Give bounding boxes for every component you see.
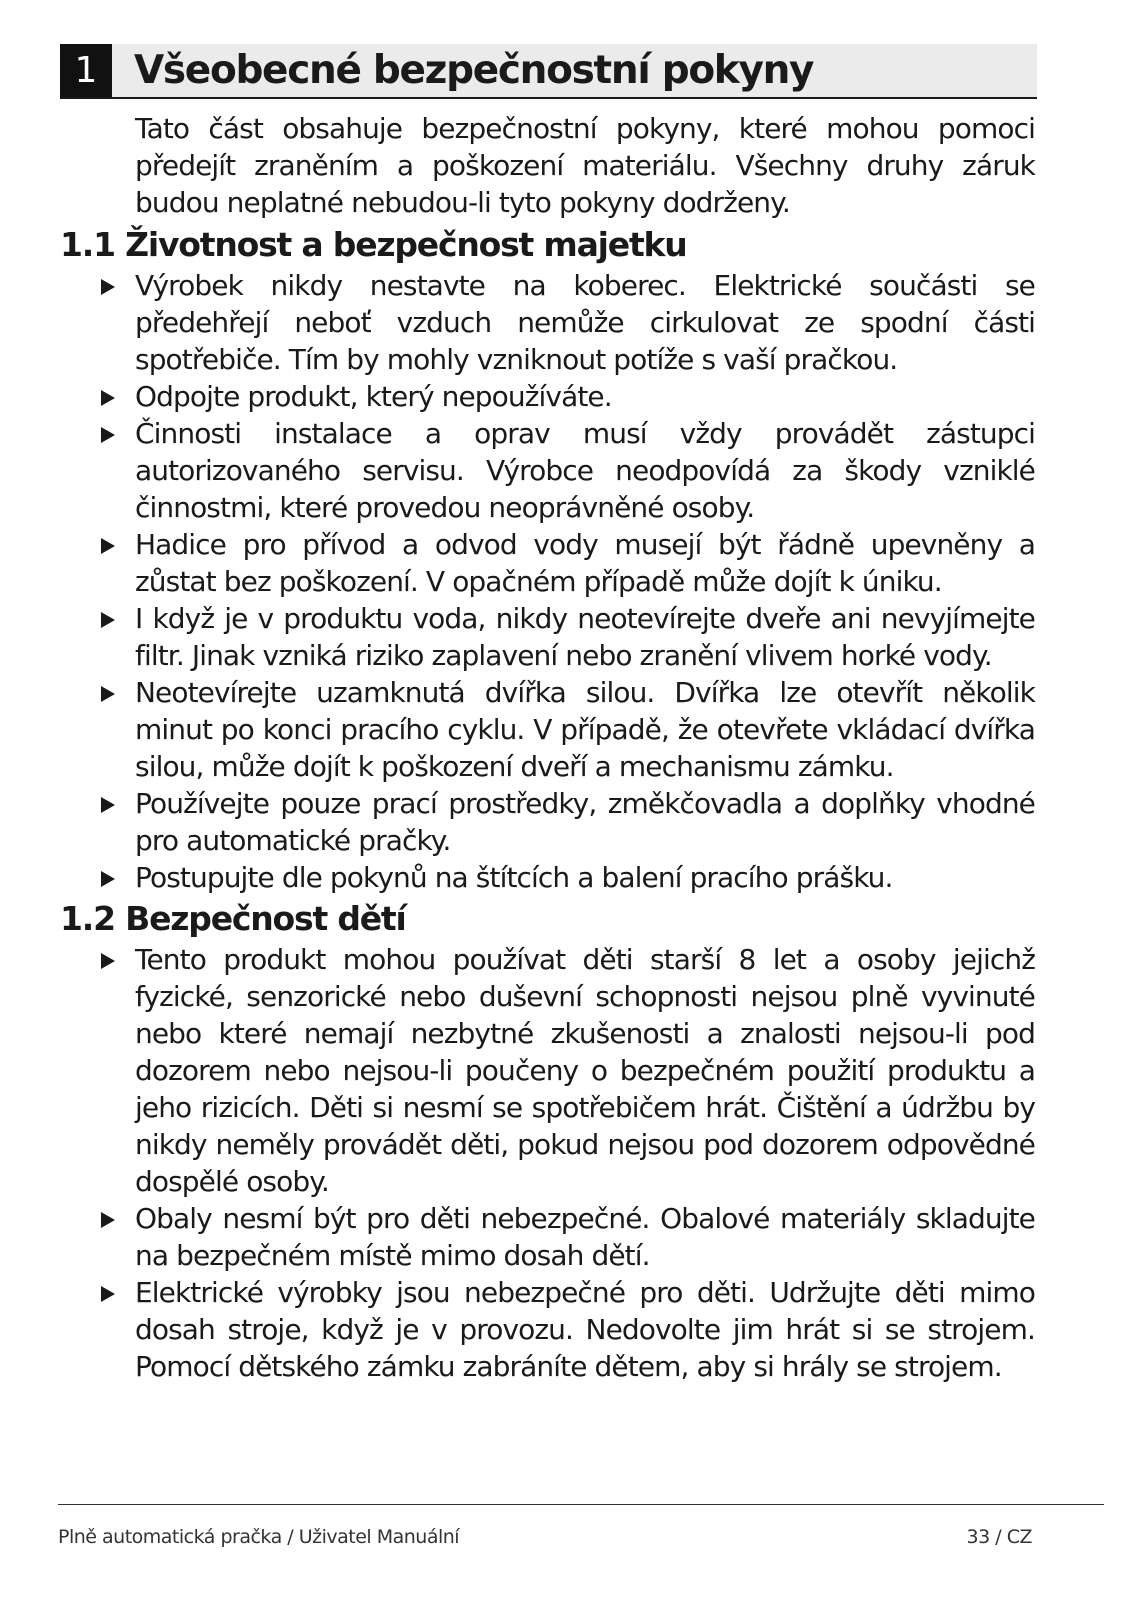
child-safety-list — [98, 941, 1035, 1385]
list-item — [98, 859, 1035, 896]
list-item — [98, 600, 1035, 674]
triangle-bullet-icon — [101, 797, 115, 813]
triangle-bullet-icon — [101, 390, 115, 406]
section-heading-child-safety: 1.2 Bezpečnost dětí — [60, 899, 406, 938]
triangle-bullet-icon — [101, 686, 115, 702]
triangle-bullet-icon — [101, 427, 115, 443]
list-item — [98, 941, 1035, 1200]
footer-page-number: 33 / CZ — [966, 1526, 1032, 1548]
triangle-bullet-icon — [101, 953, 115, 969]
triangle-bullet-icon — [101, 538, 115, 554]
list-item-text: Neotevírejte uzamknutá dvířka silou. Dvířka lze otevřít několik minut po konci pracího cyklu. V případě, že otevřete vkládací dvířka silou, může dojít k poškození dveří a mechanismu zámku. — [135, 676, 1035, 783]
list-item-text: Výrobek nikdy nestavte na koberec. Elektrické součásti se předehřejí neboť vzduch nemůže cirkulovat ze spodní části spotřebiče. Tím by mohly vzniknout potíže s vaší pračkou. — [135, 269, 1035, 376]
list-item-text: I když je v produktu voda, nikdy neotevírejte dveře ani nevyjímejte filtr. Jinak vzniká riziko zaplavení nebo zranění vlivem horké vody. — [135, 602, 1035, 672]
list-item — [98, 785, 1035, 859]
list-item — [98, 526, 1035, 600]
list-item — [98, 674, 1035, 785]
triangle-bullet-icon — [101, 871, 115, 887]
list-item — [98, 1274, 1035, 1385]
section-heading-property-safety: 1.1 Životnost a bezpečnost majetku — [60, 225, 687, 264]
chapter-number: 1 — [60, 44, 112, 97]
chapter-header — [60, 44, 1037, 99]
list-item — [98, 267, 1035, 378]
list-item — [98, 378, 1035, 415]
intro-paragraph: Tato část obsahuje bezpečnostní pokyny, které mohou pomoci předejít zraněním a poškození materiálu. Všechny druhy záruk budou neplatné nebudou-li tyto pokyny dodrženy. — [135, 112, 1035, 219]
footer-divider — [58, 1504, 1104, 1505]
list-item-text: Používejte pouze prací prostředky, změkčovadla a doplňky vhodné pro automatické pračky. — [135, 787, 1035, 857]
triangle-bullet-icon — [101, 279, 115, 295]
list-item — [98, 415, 1035, 526]
list-item-text: Tento produkt mohou používat děti starší 8 let a osoby jejichž fyzické, senzorické nebo duševní schopnosti nejsou plně vyvinuté nebo které nemají nezbytné zkušenosti a znalosti nejsou-li pod dozorem nebo nejsou-li poučeny o bezpečném použití produktu a jeho rizicích. Děti si nesmí se spotřebičem hrát. Čištění a údržbu by nikdy neměly provádět děti, pokud nejsou pod dozorem odpovědné dospělé osoby. — [135, 943, 1035, 1198]
triangle-bullet-icon — [101, 1286, 115, 1302]
list-item-text: Činnosti instalace a oprav musí vždy provádět zástupci autorizovaného servisu. Výrobce neodpovídá za škody vzniklé činnostmi, které provedou neoprávněné osoby. — [135, 417, 1035, 524]
list-item-text: Odpojte produkt, který nepoužíváte. — [135, 380, 612, 413]
list-item-text: Postupujte dle pokynů na štítcích a balení pracího prášku. — [135, 861, 893, 894]
property-safety-list — [98, 267, 1035, 896]
list-item-text: Obaly nesmí být pro děti nebezpečné. Obalové materiály skladujte na bezpečném místě mimo dosah dětí. — [135, 1202, 1035, 1272]
chapter-title: Všeobecné bezpečnostní pokyny — [134, 48, 814, 93]
triangle-bullet-icon — [101, 1212, 115, 1228]
list-item — [98, 1200, 1035, 1274]
list-item-text: Elektrické výrobky jsou nebezpečné pro děti. Udržujte děti mimo dosah stroje, když je v provozu. Nedovolte jim hrát si se strojem. Pomocí dětského zámku zabráníte dětem, aby si hrály se strojem. — [135, 1276, 1035, 1383]
footer-manual-title: Plně automatická pračka / Uživatel Manuální — [58, 1526, 460, 1548]
list-item-text: Hadice pro přívod a odvod vody musejí být řádně upevněny a zůstat bez poškození. V opačném případě může dojít k úniku. — [135, 528, 1035, 598]
triangle-bullet-icon — [101, 612, 115, 628]
